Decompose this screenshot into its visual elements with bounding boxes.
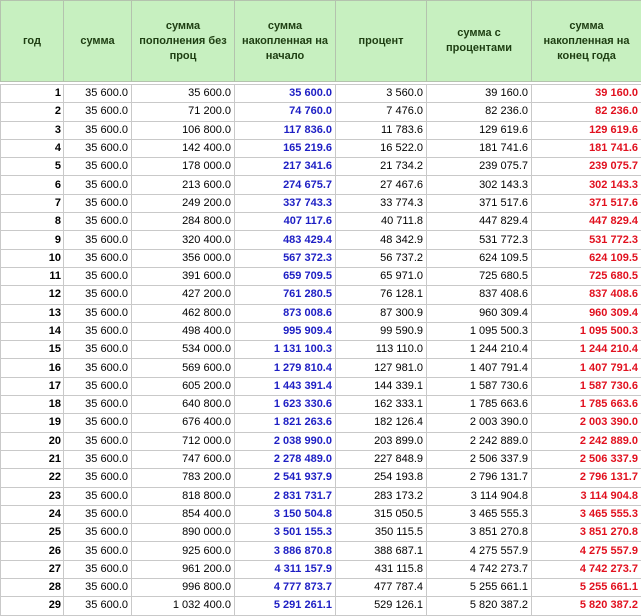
cell-deposit: 213 600.0 [132,176,235,194]
table-row [1,194,641,212]
cell-with-interest: 837 408.6 [427,286,532,304]
cell-sum: 35 600.0 [64,505,132,523]
cell-deposit: 605 200.0 [132,377,235,395]
cell-end: 5 820 387.2 [532,597,641,615]
table-row [1,359,641,377]
cell-deposit: 996 800.0 [132,579,235,597]
table-row [1,249,641,267]
cell-start: 3 501 155.3 [235,524,336,542]
cell-sum: 35 600.0 [64,231,132,249]
cell-end: 39 160.0 [532,85,641,103]
cell-year: 17 [1,377,64,395]
cell-with-interest: 624 109.5 [427,249,532,267]
cell-interest: 254 193.8 [336,469,427,487]
cell-with-interest: 82 236.0 [427,103,532,121]
cell-end: 2 242 889.0 [532,432,641,450]
table-row [1,121,641,139]
cell-year: 9 [1,231,64,249]
cell-deposit: 35 600.0 [132,85,235,103]
cell-end: 3 114 904.8 [532,487,641,505]
cell-start: 337 743.3 [235,194,336,212]
cell-end: 239 075.7 [532,158,641,176]
cell-year: 11 [1,267,64,285]
cell-year: 29 [1,597,64,615]
cell-with-interest: 1 587 730.6 [427,377,532,395]
cell-deposit: 854 400.0 [132,505,235,523]
cell-deposit: 320 400.0 [132,231,235,249]
cell-start: 995 909.4 [235,322,336,340]
cell-with-interest: 1 785 663.6 [427,396,532,414]
cell-year: 18 [1,396,64,414]
cell-interest: 350 115.5 [336,524,427,542]
table-row [1,176,641,194]
cell-end: 302 143.3 [532,176,641,194]
cell-start: 1 279 810.4 [235,359,336,377]
cell-with-interest: 4 742 273.7 [427,560,532,578]
cell-sum: 35 600.0 [64,304,132,322]
cell-sum: 35 600.0 [64,487,132,505]
cell-sum: 35 600.0 [64,158,132,176]
cell-with-interest: 5 255 661.1 [427,579,532,597]
cell-deposit: 925 600.0 [132,542,235,560]
cell-sum: 35 600.0 [64,469,132,487]
cell-with-interest: 129 619.6 [427,121,532,139]
cell-interest: 56 737.2 [336,249,427,267]
cell-sum: 35 600.0 [64,121,132,139]
cell-end: 2 796 131.7 [532,469,641,487]
cell-with-interest: 2 796 131.7 [427,469,532,487]
cell-deposit: 498 400.0 [132,322,235,340]
cell-year: 25 [1,524,64,542]
header-end: сумма накопленная на конец года [532,1,641,82]
cell-end: 447 829.4 [532,213,641,231]
cell-deposit: 249 200.0 [132,194,235,212]
cell-with-interest: 960 309.4 [427,304,532,322]
cell-deposit: 818 800.0 [132,487,235,505]
cell-deposit: 427 200.0 [132,286,235,304]
cell-year: 27 [1,560,64,578]
cell-with-interest: 4 275 557.9 [427,542,532,560]
cell-interest: 3 560.0 [336,85,427,103]
table-row [1,450,641,468]
table-row [1,524,641,542]
cell-interest: 113 110.0 [336,341,427,359]
cell-deposit: 712 000.0 [132,432,235,450]
cell-sum: 35 600.0 [64,194,132,212]
cell-interest: 11 783.6 [336,121,427,139]
cell-interest: 529 126.1 [336,597,427,615]
table-row [1,469,641,487]
cell-start: 761 280.5 [235,286,336,304]
cell-with-interest: 725 680.5 [427,267,532,285]
cell-year: 7 [1,194,64,212]
cell-with-interest: 447 829.4 [427,213,532,231]
cell-with-interest: 1 095 500.3 [427,322,532,340]
cell-with-interest: 302 143.3 [427,176,532,194]
table-row [1,597,641,615]
cell-interest: 21 734.2 [336,158,427,176]
cell-year: 22 [1,469,64,487]
cell-year: 16 [1,359,64,377]
cell-end: 4 742 273.7 [532,560,641,578]
cell-interest: 203 899.0 [336,432,427,450]
cell-deposit: 747 600.0 [132,450,235,468]
cell-sum: 35 600.0 [64,139,132,157]
cell-sum: 35 600.0 [64,396,132,414]
cell-year: 19 [1,414,64,432]
cell-end: 960 309.4 [532,304,641,322]
cell-end: 2 506 337.9 [532,450,641,468]
cell-with-interest: 531 772.3 [427,231,532,249]
cell-end: 1 244 210.4 [532,341,641,359]
cell-end: 5 255 661.1 [532,579,641,597]
cell-with-interest: 39 160.0 [427,85,532,103]
cell-start: 407 117.6 [235,213,336,231]
cell-sum: 35 600.0 [64,377,132,395]
cell-end: 624 109.5 [532,249,641,267]
cell-deposit: 961 200.0 [132,560,235,578]
cell-interest: 27 467.6 [336,176,427,194]
cell-interest: 162 333.1 [336,396,427,414]
cell-end: 837 408.6 [532,286,641,304]
cell-interest: 283 173.2 [336,487,427,505]
cell-start: 2 541 937.9 [235,469,336,487]
cell-year: 10 [1,249,64,267]
cell-sum: 35 600.0 [64,249,132,267]
cell-with-interest: 2 242 889.0 [427,432,532,450]
cell-start: 274 675.7 [235,176,336,194]
cell-deposit: 890 000.0 [132,524,235,542]
cell-end: 3 851 270.8 [532,524,641,542]
header-start: сумма накопленная на начало [235,1,336,82]
cell-deposit: 356 000.0 [132,249,235,267]
cell-sum: 35 600.0 [64,597,132,615]
cell-deposit: 676 400.0 [132,414,235,432]
cell-with-interest: 1 407 791.4 [427,359,532,377]
cell-year: 28 [1,579,64,597]
cell-interest: 48 342.9 [336,231,427,249]
table-row [1,432,641,450]
cell-with-interest: 3 851 270.8 [427,524,532,542]
cell-year: 12 [1,286,64,304]
cell-end: 371 517.6 [532,194,641,212]
cell-sum: 35 600.0 [64,579,132,597]
cell-end: 2 003 390.0 [532,414,641,432]
cell-deposit: 640 800.0 [132,396,235,414]
cell-sum: 35 600.0 [64,103,132,121]
table-row [1,377,641,395]
cell-year: 15 [1,341,64,359]
cell-year: 20 [1,432,64,450]
cell-sum: 35 600.0 [64,414,132,432]
cell-interest: 76 128.1 [336,286,427,304]
cell-with-interest: 2 506 337.9 [427,450,532,468]
cell-year: 1 [1,85,64,103]
table-row [1,542,641,560]
cell-sum: 35 600.0 [64,560,132,578]
cell-start: 2 831 731.7 [235,487,336,505]
table-row [1,267,641,285]
cell-sum: 35 600.0 [64,267,132,285]
cell-year: 3 [1,121,64,139]
cell-end: 1 587 730.6 [532,377,641,395]
header-sum: сумма [64,1,132,82]
cell-interest: 87 300.9 [336,304,427,322]
cell-sum: 35 600.0 [64,286,132,304]
cell-with-interest: 371 517.6 [427,194,532,212]
cell-sum: 35 600.0 [64,341,132,359]
table-row [1,304,641,322]
cell-year: 6 [1,176,64,194]
cell-deposit: 71 200.0 [132,103,235,121]
cell-sum: 35 600.0 [64,85,132,103]
cell-end: 1 095 500.3 [532,322,641,340]
cell-sum: 35 600.0 [64,213,132,231]
cell-year: 8 [1,213,64,231]
cell-start: 3 886 870.8 [235,542,336,560]
cell-with-interest: 239 075.7 [427,158,532,176]
cell-interest: 315 050.5 [336,505,427,523]
cell-interest: 33 774.3 [336,194,427,212]
cell-interest: 40 711.8 [336,213,427,231]
table-row [1,341,641,359]
table-header [1,1,641,85]
cell-start: 5 291 261.1 [235,597,336,615]
header-deposit: сумма пополнения без проц [132,1,235,82]
table-row [1,414,641,432]
table-row [1,560,641,578]
cell-end: 3 465 555.3 [532,505,641,523]
cell-with-interest: 5 820 387.2 [427,597,532,615]
cell-year: 13 [1,304,64,322]
table-body [1,85,641,616]
cell-sum: 35 600.0 [64,542,132,560]
cell-end: 4 275 557.9 [532,542,641,560]
cell-end: 1 407 791.4 [532,359,641,377]
table-row [1,322,641,340]
cell-year: 21 [1,450,64,468]
cell-interest: 7 476.0 [336,103,427,121]
cell-sum: 35 600.0 [64,432,132,450]
cell-year: 24 [1,505,64,523]
cell-deposit: 534 000.0 [132,341,235,359]
cell-deposit: 1 032 400.0 [132,597,235,615]
cell-deposit: 106 800.0 [132,121,235,139]
cell-start: 3 150 504.8 [235,505,336,523]
cell-deposit: 391 600.0 [132,267,235,285]
cell-start: 1 443 391.4 [235,377,336,395]
cell-deposit: 569 600.0 [132,359,235,377]
cell-sum: 35 600.0 [64,359,132,377]
table-row [1,231,641,249]
cell-year: 5 [1,158,64,176]
cell-end: 82 236.0 [532,103,641,121]
cell-end: 129 619.6 [532,121,641,139]
table-row [1,139,641,157]
header-with-interest: сумма с процентами [427,1,532,82]
table-row [1,505,641,523]
cell-interest: 16 522.0 [336,139,427,157]
cell-start: 4 311 157.9 [235,560,336,578]
cell-year: 14 [1,322,64,340]
table-row [1,396,641,414]
cell-interest: 144 339.1 [336,377,427,395]
cell-interest: 99 590.9 [336,322,427,340]
table-row [1,103,641,121]
cell-start: 659 709.5 [235,267,336,285]
cell-interest: 182 126.4 [336,414,427,432]
cell-end: 725 680.5 [532,267,641,285]
cell-start: 2 038 990.0 [235,432,336,450]
cell-deposit: 284 800.0 [132,213,235,231]
cell-interest: 227 848.9 [336,450,427,468]
header-year: год [1,1,64,82]
cell-interest: 388 687.1 [336,542,427,560]
cell-deposit: 783 200.0 [132,469,235,487]
cell-sum: 35 600.0 [64,450,132,468]
cell-start: 2 278 489.0 [235,450,336,468]
cell-sum: 35 600.0 [64,322,132,340]
cell-start: 4 777 873.7 [235,579,336,597]
cell-start: 35 600.0 [235,85,336,103]
cell-start: 117 836.0 [235,121,336,139]
cell-start: 1 821 263.6 [235,414,336,432]
table-row [1,85,641,103]
table-row [1,158,641,176]
cell-with-interest: 181 741.6 [427,139,532,157]
table-row [1,213,641,231]
cell-start: 165 219.6 [235,139,336,157]
table-row [1,487,641,505]
table-row [1,579,641,597]
cell-year: 4 [1,139,64,157]
cell-sum: 35 600.0 [64,524,132,542]
cell-end: 1 785 663.6 [532,396,641,414]
cell-year: 2 [1,103,64,121]
cell-with-interest: 3 114 904.8 [427,487,532,505]
cell-start: 1 131 100.3 [235,341,336,359]
cell-start: 217 341.6 [235,158,336,176]
cell-start: 1 623 330.6 [235,396,336,414]
cell-interest: 127 981.0 [336,359,427,377]
cell-deposit: 462 800.0 [132,304,235,322]
cell-start: 567 372.3 [235,249,336,267]
cell-interest: 477 787.4 [336,579,427,597]
cell-year: 26 [1,542,64,560]
table-row [1,286,641,304]
cell-interest: 65 971.0 [336,267,427,285]
cell-end: 181 741.6 [532,139,641,157]
cell-with-interest: 1 244 210.4 [427,341,532,359]
cell-with-interest: 3 465 555.3 [427,505,532,523]
header-interest: процент [336,1,427,82]
cell-year: 23 [1,487,64,505]
cell-start: 74 760.0 [235,103,336,121]
cell-interest: 431 115.8 [336,560,427,578]
cell-end: 531 772.3 [532,231,641,249]
cell-deposit: 142 400.0 [132,139,235,157]
cell-start: 873 008.6 [235,304,336,322]
cell-with-interest: 2 003 390.0 [427,414,532,432]
cell-sum: 35 600.0 [64,176,132,194]
cell-deposit: 178 000.0 [132,158,235,176]
cell-start: 483 429.4 [235,231,336,249]
